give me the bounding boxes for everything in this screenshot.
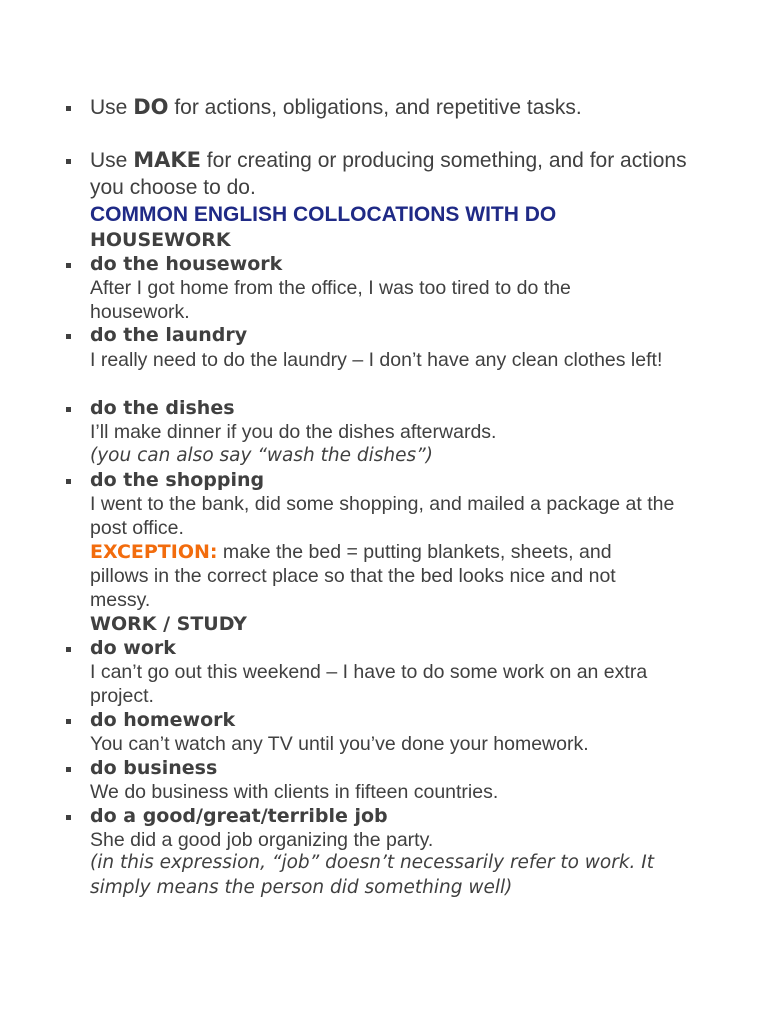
term-do-the-shopping: do the shopping	[90, 469, 265, 491]
bullet-marker	[66, 719, 71, 724]
example-homework: You can’t watch any TV until you’ve done your homework.	[90, 733, 589, 755]
term-do-a-good-job: do a good/great/terrible job	[90, 805, 388, 827]
section-heading-housework: HOUSEWORK	[90, 229, 231, 251]
intro-prefix: Use	[90, 149, 134, 172]
note-dishes: (you can also say “wash the dishes”)	[90, 445, 433, 466]
example-dishes: I’ll make dinner if you do the dishes afterwards.	[90, 421, 497, 443]
bullet-marker	[66, 767, 71, 772]
term-do-the-housework: do the housework	[90, 253, 283, 275]
section-heading-work-study: WORK / STUDY	[90, 613, 247, 635]
bullet-marker	[66, 334, 71, 339]
bullet-marker	[66, 106, 71, 111]
term-do-the-laundry: do the laundry	[90, 324, 248, 346]
keyword-make: MAKE	[133, 148, 201, 172]
main-heading: COMMON ENGLISH COLLOCATIONS WITH DO	[90, 203, 557, 226]
exception-text: make the bed = putting blankets, sheets, and pillows in the correct place so that the bed looks nice and not messy.	[90, 541, 616, 611]
exception-block	[90, 540, 675, 612]
intro-do-rule	[90, 94, 690, 121]
example-job: She did a good job organizing the party.	[90, 829, 434, 851]
term-do-work: do work	[90, 637, 176, 659]
bullet-marker	[66, 647, 71, 652]
term-do-business: do business	[90, 757, 218, 779]
bullet-marker	[66, 407, 71, 412]
exception-label: EXCEPTION:	[90, 541, 218, 563]
example-work: I can’t go out this weekend – I have to do some work on an extra project.	[90, 661, 648, 707]
bullet-marker	[66, 263, 71, 268]
bullet-marker	[66, 815, 71, 820]
example-business: We do business with clients in fifteen countries.	[90, 781, 499, 803]
example-laundry: I really need to do the laundry – I don’t have any clean clothes left!	[90, 349, 663, 371]
intro-text: for creating or producing something, and for actions you choose to do.	[90, 149, 687, 199]
term-do-the-dishes: do the dishes	[90, 397, 235, 419]
bullet-marker	[66, 479, 71, 484]
intro-prefix: Use	[90, 96, 134, 119]
term-do-homework: do homework	[90, 709, 236, 731]
note-job: (in this expression, “job” doesn’t necessarily refer to work. It simply means the person did something well)	[90, 852, 655, 898]
intro-make-rule	[90, 147, 690, 201]
example-shopping: I went to the bank, did some shopping, and mailed a package at the post office.	[90, 493, 675, 539]
intro-text: for actions, obligations, and repetitive tasks.	[168, 96, 582, 119]
example-housework: After I got home from the office, I was too tired to do the housework.	[90, 277, 571, 323]
bullet-marker	[66, 159, 71, 164]
keyword-do: DO	[133, 95, 169, 119]
